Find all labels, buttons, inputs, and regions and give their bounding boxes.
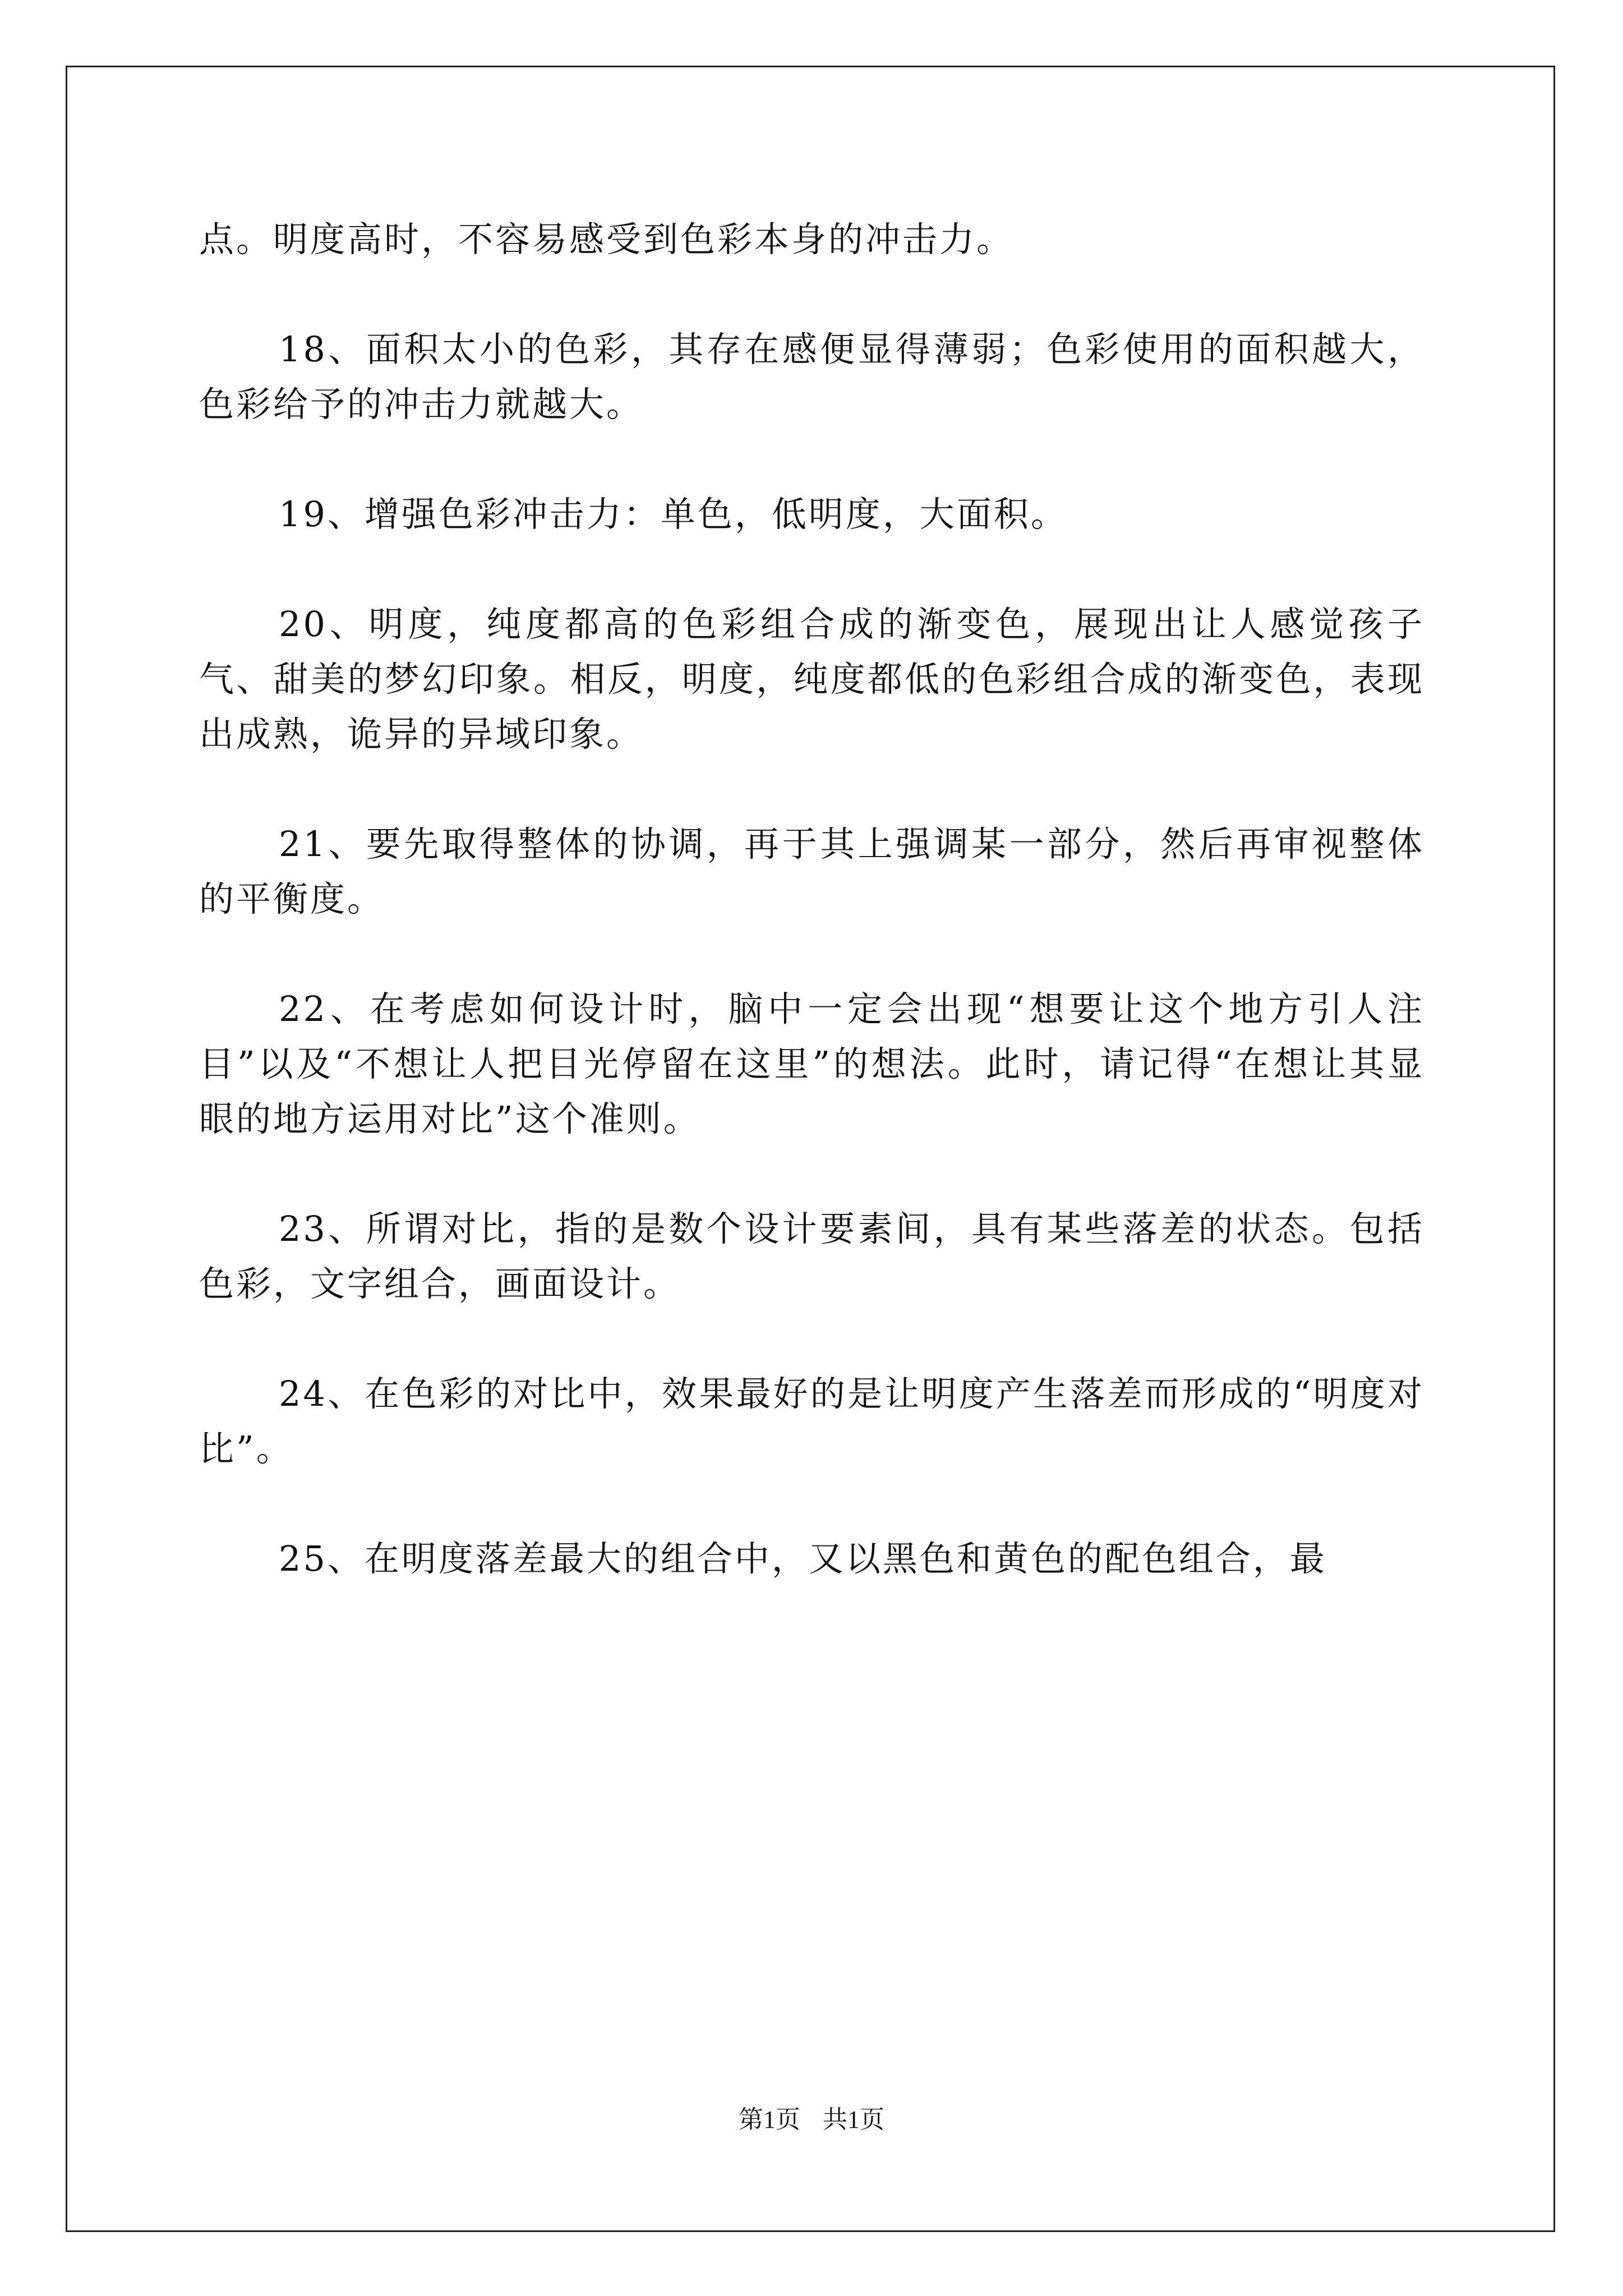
paragraph: 18、面积太小的色彩，其存在感便显得薄弱；色彩使用的面积越大，色彩给予的冲击力就越大。: [199, 329, 1424, 425]
paragraph: 20、明度，纯度都高的色彩组合成的渐变色，展现出让人感觉孩子气、甜美的梦幻印象。相反，明度，纯度都低的色彩组合成的渐变色，表现出成熟，诡异的异域印象。: [199, 604, 1424, 754]
page-number: 第1页: [739, 2106, 800, 2133]
paragraph: 22、在考虑如何设计时，脑中一定会出现“想要让这个地方引人注目”以及“不想让人把目光停留在这里”的想法。此时，请记得“在想让其显眼的地方运用对比”这个准则。: [199, 988, 1424, 1139]
page-total: 共1页: [823, 2106, 884, 2133]
paragraph: 24、在色彩的对比中，效果最好的是让明度产生落差而形成的“明度对比”。: [199, 1373, 1424, 1469]
page-footer: [0, 2099, 1623, 2135]
document-body: [199, 212, 1424, 1641]
paragraph: 点。明度高时，不容易感受到色彩本身的冲击力。: [199, 219, 1014, 260]
paragraph: 23、所谓对比，指的是数个设计要素间，具有某些落差的状态。包括色彩，文字组合，画面设计。: [199, 1208, 1424, 1304]
paragraph: 25、在明度落差最大的组合中，又以黑色和黄色的配色组合，最: [279, 1538, 1327, 1579]
paragraph: 19、增强色彩冲击力：单色，低明度，大面积。: [279, 494, 1068, 535]
paragraph: 21、要先取得整体的协调，再于其上强调某一部分，然后再审视整体的平衡度。: [199, 823, 1424, 919]
